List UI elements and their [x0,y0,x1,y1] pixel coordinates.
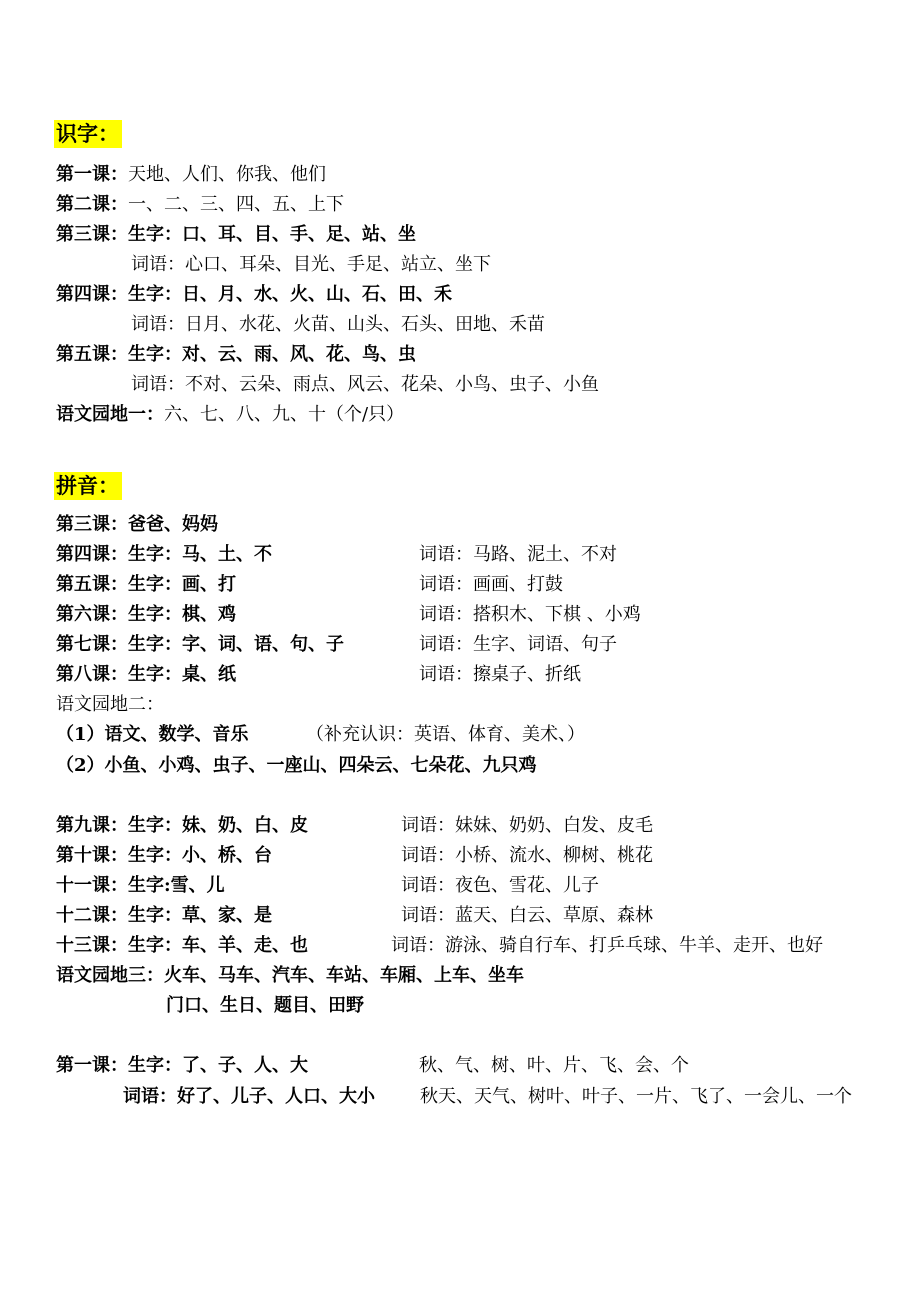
lesson-row [56,344,416,366]
ci-row [419,634,617,656]
lesson-row [56,664,236,686]
zi-list: 车、羊、走、也 [182,935,308,956]
lesson-label: 第四课： [56,544,128,565]
lesson-row [56,224,416,246]
ci-list: 好了、儿子、人口、大小 [177,1086,375,1107]
lesson-row [56,1055,308,1077]
zi-label: 生字： [128,905,182,926]
lesson-label: 十三课： [56,935,128,956]
lesson-row [56,164,326,186]
lesson-row [56,514,218,536]
zi-list: 草、家、是 [182,905,272,926]
char-list: 秋、气、树、叶、片、飞、会、个 [419,1055,689,1076]
lesson-text: 一、二、三、四、五、上下 [128,194,344,215]
lesson-label: 第五课： [56,344,128,365]
zi-list: 了、子、人、大 [182,1055,308,1076]
zi-label: 生字： [128,845,182,866]
lesson-row [56,935,308,957]
lesson-label: 第五课： [56,574,128,595]
lesson-label: 第七课： [56,634,128,655]
ci-list: 妹妹、奶奶、白发、皮毛 [455,815,653,836]
ci-label: 词语： [131,254,185,275]
ci-label: 词语： [419,664,473,685]
ci-row [131,374,599,396]
lesson-label: 第二课： [56,194,128,215]
zi-label: 生字： [128,344,182,365]
lesson-text: 爸爸、妈妈 [128,514,218,535]
zi-list: 对、云、雨、风、花、鸟、虫 [182,344,416,365]
garden-item-2: （2）小鱼、小鸡、虫子、一座山、四朵云、七朵花、九只鸡 [56,755,537,776]
zi-list: 马、土、不 [182,544,272,565]
lesson-label: 第八课： [56,664,128,685]
ci-row [131,314,545,336]
ci-row [419,664,581,686]
ci-label: 词语： [131,314,185,335]
section-heading-pinyin: 拼音： [54,472,122,500]
ci-list: 游泳、骑自行车、打乒乓球、牛羊、走开、也好 [445,935,823,956]
word-list: 秋天、天气、树叶、叶子、一片、飞了、一会儿、一个 [420,1086,852,1107]
garden-title: 语文园地三： [56,965,164,986]
ci-label: 词语： [401,815,455,836]
ci-label: 词语： [419,604,473,625]
zi-label: 生字： [128,1055,182,1076]
garden-words: 火车、马车、汽车、车站、车厢、上车、坐车 [164,965,524,986]
zi-list: 棋、鸡 [182,604,236,625]
zi-list: 口、耳、目、手、足、站、坐 [182,224,416,245]
ci-row [419,604,641,626]
zi-list: 画、打 [182,574,236,595]
zi-label: 生字： [128,284,182,305]
zi-label: 生字： [128,664,182,685]
garden-title: 语文园地二： [56,694,164,715]
zi-list: 妹、奶、白、皮 [182,815,308,836]
ci-label: 词语： [419,574,473,595]
section-heading-shizi: 识字： [54,120,122,148]
lesson-row [56,544,272,566]
lesson-label: 第九课： [56,815,128,836]
ci-row [131,254,491,276]
zi-label: 生字： [128,604,182,625]
zi-label: 生字: [128,875,171,896]
garden-item-text: （1）语文、数学、音乐 [56,724,249,745]
ci-row [401,905,653,927]
zi-label: 生字： [128,224,182,245]
ci-list: 心口、耳朵、目光、手足、站立、坐下 [185,254,491,275]
lesson-label: 第四课： [56,284,128,305]
lesson-row [56,284,452,306]
zi-label: 生字： [128,815,182,836]
lesson-label: 第六课： [56,604,128,625]
ci-list: 蓝天、白云、草原、森林 [455,905,653,926]
lesson-label: 十一课： [56,875,128,896]
zi-list: 字、词、语、句、子 [182,634,344,655]
garden-words-2: 门口、生日、题目、田野 [166,995,364,1016]
ci-label: 词语： [131,374,185,395]
zi-label: 生字： [128,634,182,655]
zi-label: 生字： [128,544,182,565]
ci-list: 马路、泥土、不对 [473,544,617,565]
garden-3 [56,965,524,987]
zi-list: 日、月、水、火、山、石、田、禾 [182,284,452,305]
lesson-label: 第十课： [56,845,128,866]
garden-item-note: （补充认识：英语、体育、美术、） [306,724,585,745]
lesson-label: 第三课： [56,514,128,535]
ci-row [401,845,653,867]
ci-label: 词语： [401,845,455,866]
ci-row [401,815,653,837]
zi-list: 桌、纸 [182,664,236,685]
ci-label: 词语： [123,1086,177,1107]
ci-label: 词语： [401,905,455,926]
ci-list: 日月、水花、火苗、山头、石头、田地、禾苗 [185,314,545,335]
lesson-label: 语文园地一： [56,404,164,425]
ci-list: 小桥、流水、柳树、桃花 [455,845,653,866]
lesson-text: 六、七、八、九、十（个/只） [164,404,405,425]
ci-row [419,544,617,566]
ci-row [419,574,563,596]
zi-label: 生字： [128,574,182,595]
garden-item-1 [56,724,249,746]
lesson-row [56,815,308,837]
ci-row [401,875,599,897]
zi-list: 小、桥、台 [182,845,272,866]
ci-label: 词语： [401,875,455,896]
lesson-row [56,194,344,216]
ci-label: 词语： [419,544,473,565]
lesson-row [56,404,404,426]
ci-list: 搭积木、下棋 、小鸡 [473,604,641,625]
lesson-label: 第三课： [56,224,128,245]
zi-list: 雪、儿 [170,875,225,896]
ci-row [123,1086,375,1108]
lesson-row [56,875,225,897]
lesson-label: 第一课： [56,164,128,185]
ci-label: 词语： [391,935,445,956]
lesson-row [56,905,272,927]
ci-list: 不对、云朵、雨点、风云、花朵、小鸟、虫子、小鱼 [185,374,599,395]
ci-row [391,935,823,957]
ci-label: 词语： [419,634,473,655]
ci-list: 画画、打鼓 [473,574,563,595]
lesson-label: 第一课： [56,1055,128,1076]
ci-list: 生字、词语、句子 [473,634,617,655]
lesson-row [56,845,272,867]
ci-list: 夜色、雪花、儿子 [455,875,599,896]
lesson-row [56,634,344,656]
ci-list: 擦桌子、折纸 [473,664,581,685]
lesson-text: 天地、人们、你我、他们 [128,164,326,185]
zi-label: 生字： [128,935,182,956]
lesson-label: 十二课： [56,905,128,926]
lesson-row [56,604,236,626]
lesson-row [56,574,236,596]
